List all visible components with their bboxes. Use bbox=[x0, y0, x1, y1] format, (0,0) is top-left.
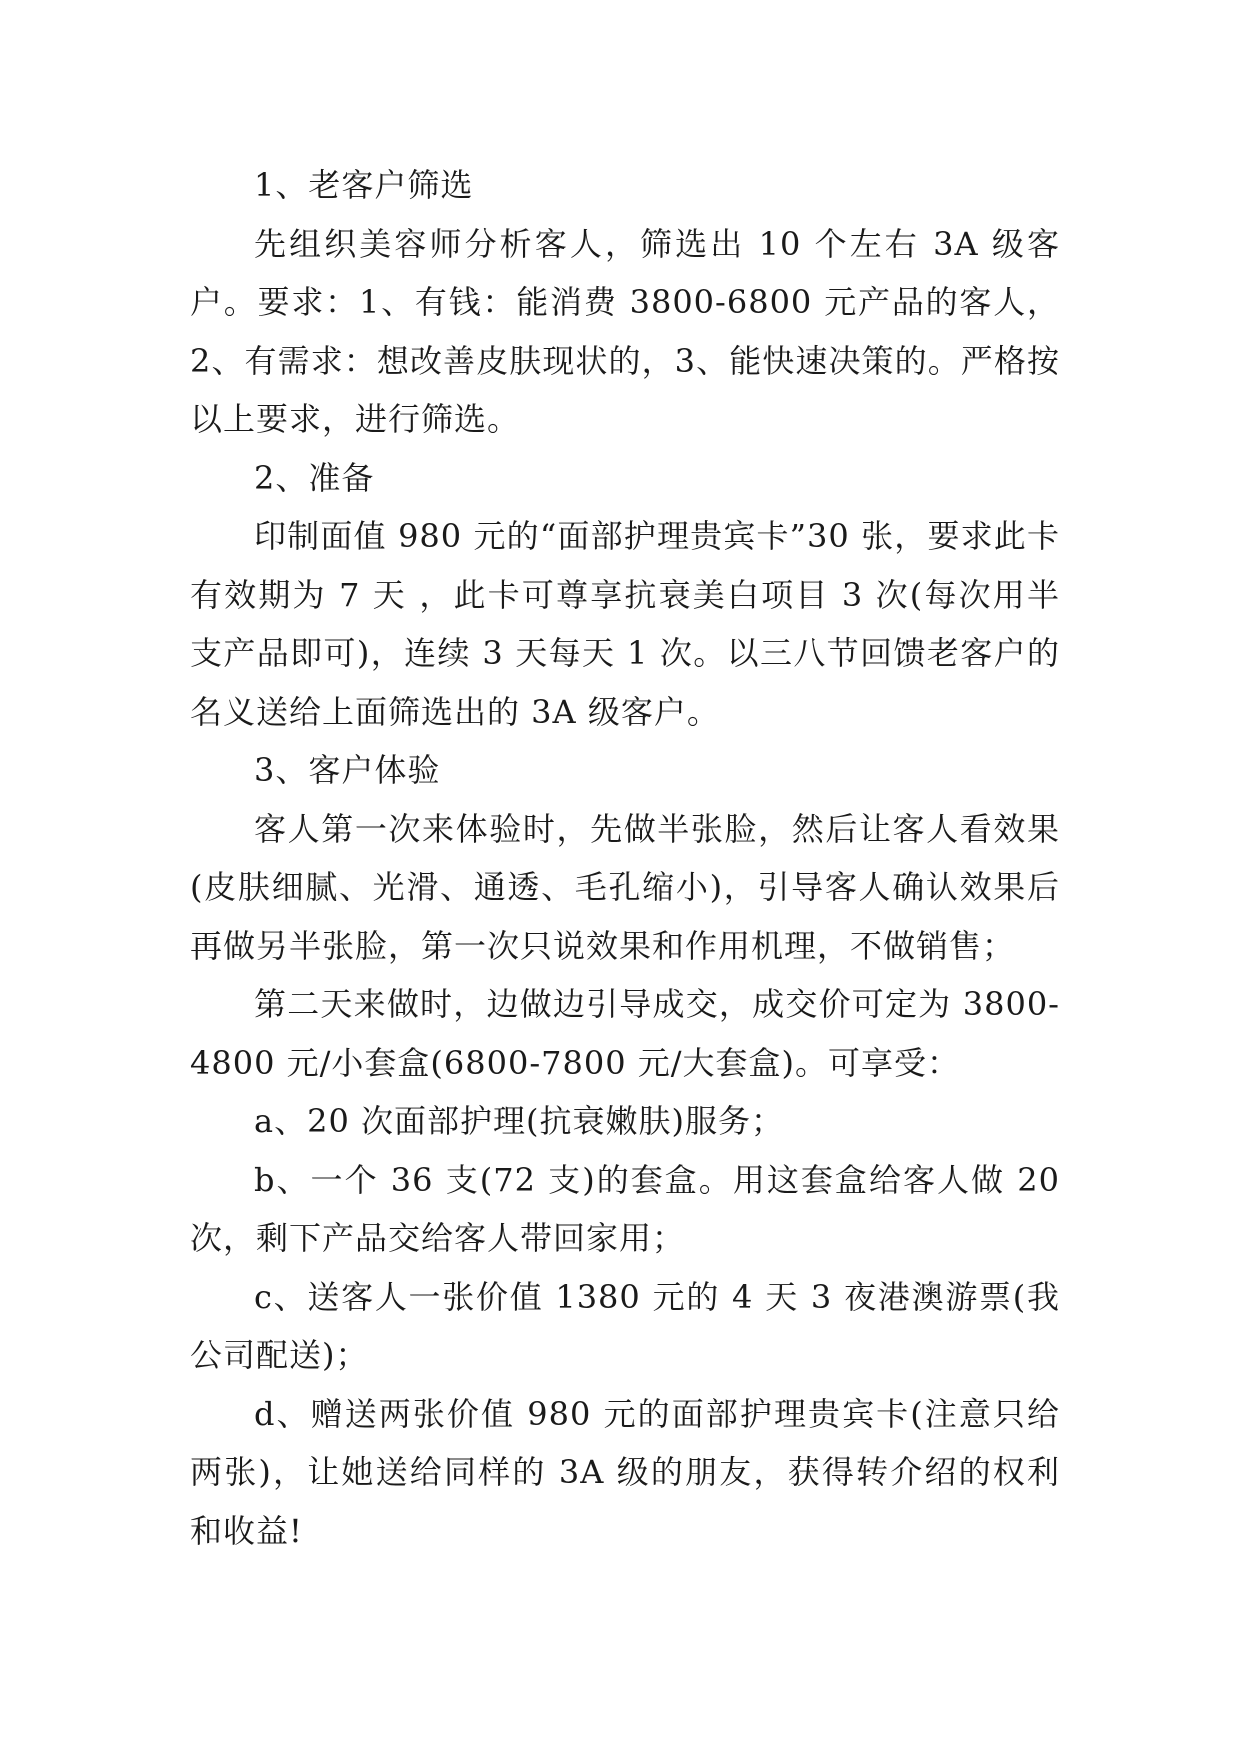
list-item-b: b、一个 36 支(72 支)的套盒。用这套盒给客人做 20 次，剩下产品交给客人带回家用； bbox=[190, 1160, 1060, 1257]
paragraph-first-visit: 客人第一次来体验时，先做半张脸，然后让客人看效果(皮肤细腻、光滑、通透、毛孔缩小)，引导客人确认效果后再做另半张脸，第一次只说效果和作用机理，不做销售； bbox=[190, 809, 1060, 965]
list-item-d: d、赠送两张价值 980 元的面部护理贵宾卡(注意只给两张)，让她送给同样的 3A 级的朋友，获得转介绍的权利和收益! bbox=[190, 1394, 1060, 1550]
paragraph-vip-card: 印制面值 980 元的“面部护理贵宾卡”30 张，要求此卡有效期为 7 天 ，此卡可尊享抗衰美白项目 3 次(每次用半支产品即可)，连续 3 天每天 1 次。以三八节回馈老客户的名义送给上面筛选出的 3A 级客户。 bbox=[190, 517, 1060, 731]
paragraph-second-visit: 第二天来做时，边做边引导成交，成交价可定为 3800-4800 元/小套盒(6800-7800 元/大套盒)。可享受： bbox=[190, 985, 1060, 1082]
section-heading-customer-experience: 3、客户体验 bbox=[254, 751, 441, 789]
list-item-c: c、送客人一张价值 1380 元的 4 天 3 夜港澳游票(我公司配送)； bbox=[190, 1277, 1060, 1374]
section-heading-preparation: 2、准备 bbox=[254, 458, 375, 497]
paragraph-screening-requirements: 先组织美容师分析客人，筛选出 10 个左右 3A 级客户。要求：1、有钱：能消费 3800-6800 元产品的客人，2、有需求：想改善皮肤现状的，3、能快速决策的。严格按以上要求，进行筛选。 bbox=[190, 224, 1060, 438]
document-body bbox=[190, 156, 1060, 1560]
section-heading-customer-screening: 1、老客户筛选 bbox=[254, 166, 474, 204]
list-item-a: a、20 次面部护理(抗衰嫩肤)服务； bbox=[254, 1102, 784, 1140]
